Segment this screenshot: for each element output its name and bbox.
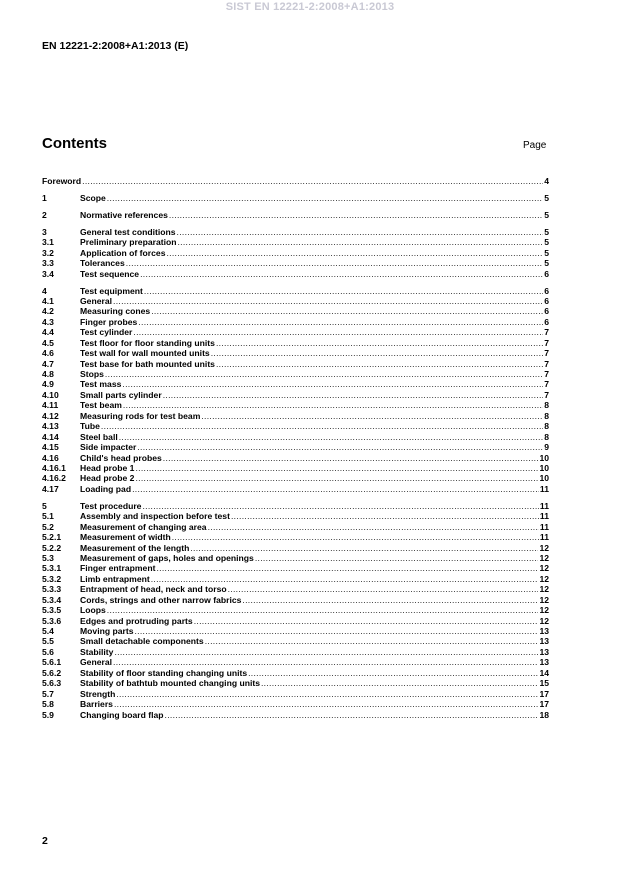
toc-entry-title: Loading pad <box>80 483 132 494</box>
toc-entry-number: 3.3 <box>42 258 54 269</box>
toc-dot-leader <box>119 432 543 442</box>
toc-dot-leader <box>142 501 538 511</box>
toc-entry-number: 4.9 <box>42 379 54 390</box>
toc-entry-number: 5.6.2 <box>42 667 62 678</box>
toc-entry-title: Stability of bathtub mounted changing units <box>80 678 260 689</box>
toc-entry-title: Test floor for floor standing units <box>80 337 215 348</box>
toc-dot-leader <box>140 269 543 279</box>
toc-entry[interactable] <box>42 710 549 720</box>
toc-dot-leader <box>205 636 539 646</box>
toc-entry-title: Test cylinder <box>80 327 133 338</box>
toc-dot-leader <box>134 626 538 636</box>
toc-entry-page: 13 <box>539 626 549 636</box>
toc-entry[interactable] <box>42 359 549 369</box>
toc-entry-number: 5.5 <box>42 636 54 647</box>
toc-entry-number: 4.17 <box>42 483 59 494</box>
toc-dot-leader <box>135 463 538 473</box>
document-id: EN 12221-2:2008+A1:2013 (E) <box>42 40 189 52</box>
toc-entry-number: 3 <box>42 226 47 237</box>
toc-entry-page: 5 <box>544 192 549 203</box>
table-of-contents <box>42 176 549 720</box>
toc-dot-leader <box>151 306 543 316</box>
toc-entry-number: 4.1 <box>42 295 54 306</box>
toc-dot-leader <box>169 210 543 220</box>
toc-entry[interactable] <box>42 286 549 296</box>
toc-entry-title: Child's head probes <box>80 452 162 463</box>
toc-entry-title: Finger probes <box>80 316 138 327</box>
toc-dot-leader <box>151 574 539 584</box>
toc-entry-page: 4 <box>544 176 549 186</box>
toc-dot-leader <box>132 484 539 494</box>
toc-entry[interactable] <box>42 210 549 220</box>
toc-entry[interactable] <box>42 400 549 410</box>
toc-dot-leader <box>242 595 538 605</box>
toc-entry-number: 5 <box>42 500 47 511</box>
toc-entry-title: Cords, strings and other narrow fabrics <box>80 594 242 605</box>
toc-entry-number: 1 <box>42 192 47 203</box>
toc-entry-number: 4.8 <box>42 369 54 379</box>
toc-entry[interactable] <box>42 306 549 316</box>
toc-entry-number: 5.4 <box>42 626 54 636</box>
toc-entry[interactable] <box>42 647 549 657</box>
toc-entry[interactable] <box>42 584 549 594</box>
toc-entry[interactable] <box>42 678 549 688</box>
toc-entry[interactable] <box>42 543 549 553</box>
toc-dot-leader <box>144 286 543 296</box>
toc-entry[interactable] <box>42 522 549 532</box>
toc-entry-title: Steel ball <box>80 431 118 442</box>
toc-dot-leader <box>107 605 539 615</box>
toc-entry-page: 8 <box>544 410 549 421</box>
toc-entry-page: 12 <box>539 615 549 626</box>
toc-entry-page: 11 <box>539 532 549 543</box>
toc-entry-title: Preliminary preparation <box>80 237 177 248</box>
toc-dot-leader <box>126 258 543 268</box>
toc-entry[interactable] <box>42 657 549 667</box>
toc-dot-leader <box>116 689 538 699</box>
toc-dot-leader <box>114 699 538 709</box>
toc-entry-number: 5.7 <box>42 688 54 699</box>
toc-entry-page: 13 <box>539 636 549 647</box>
toc-entry-page: 6 <box>544 306 549 317</box>
toc-entry-title: Test sequence <box>80 268 140 279</box>
toc-entry[interactable] <box>42 699 549 709</box>
toc-entry-page: 7 <box>544 358 549 369</box>
toc-entry-page: 7 <box>544 389 549 400</box>
toc-entry-page: 11 <box>539 483 549 494</box>
toc-entry[interactable] <box>42 379 549 389</box>
toc-entry-page: 7 <box>544 369 549 379</box>
toc-entry-number: 4.7 <box>42 358 54 369</box>
toc-entry-page: 5 <box>544 226 549 237</box>
contents-title: Contents <box>42 135 107 152</box>
toc-entry-number: 4.15 <box>42 442 59 453</box>
toc-entry-number: 4.4 <box>42 327 54 338</box>
toc-dot-leader <box>216 359 543 369</box>
toc-entry-page: 18 <box>539 709 549 720</box>
toc-entry-number: 4.16 <box>42 452 59 463</box>
toc-dot-leader <box>82 176 543 186</box>
toc-entry-page: 6 <box>544 285 549 296</box>
toc-entry-title: Scope <box>80 192 106 203</box>
toc-entry-number: 3.4 <box>42 268 54 279</box>
toc-entry[interactable] <box>42 574 549 584</box>
toc-entry[interactable] <box>42 442 549 452</box>
toc-entry[interactable] <box>42 296 549 306</box>
toc-dot-leader <box>208 522 539 532</box>
toc-entry-title: Changing board flap <box>80 709 164 720</box>
toc-entry[interactable] <box>42 532 549 542</box>
toc-dot-leader <box>113 296 543 306</box>
toc-entry[interactable] <box>42 327 549 337</box>
toc-entry[interactable] <box>42 473 549 483</box>
toc-entry-page: 14 <box>539 667 549 678</box>
toc-entry-title: Measuring rods for test beam <box>80 410 201 421</box>
toc-entry-page: 10 <box>539 473 549 484</box>
toc-dot-leader <box>216 338 543 348</box>
toc-entry-title: Measurement of gaps, holes and openings <box>80 552 254 563</box>
toc-entry[interactable] <box>42 668 549 678</box>
toc-entry-number: 5.6.1 <box>42 657 62 668</box>
toc-entry-number: 5.8 <box>42 699 54 710</box>
toc-dot-leader <box>255 553 539 563</box>
toc-entry-number: 5.3.2 <box>42 573 62 584</box>
toc-entry-page: 12 <box>539 594 549 605</box>
toc-entry-page: 8 <box>544 421 549 432</box>
toc-entry-title: Foreword <box>42 176 82 186</box>
toc-entry[interactable] <box>42 484 549 494</box>
toc-entry[interactable] <box>42 453 549 463</box>
toc-entry-page: 7 <box>544 379 549 390</box>
toc-entry-title: Test equipment <box>80 285 143 296</box>
toc-entry-number: 4.12 <box>42 410 59 421</box>
toc-entry[interactable] <box>42 605 549 615</box>
toc-entry-page: 9 <box>544 442 549 453</box>
toc-entry-page: 5 <box>544 247 549 258</box>
toc-entry-number: 5.9 <box>42 709 54 720</box>
toc-entry-number: 4.14 <box>42 431 59 442</box>
toc-entry-number: 4 <box>42 285 47 296</box>
toc-dot-leader <box>177 237 543 247</box>
toc-dot-leader <box>194 616 539 626</box>
toc-entry-page: 11 <box>539 500 549 511</box>
toc-dot-leader <box>166 248 543 258</box>
toc-entry[interactable] <box>42 369 549 379</box>
toc-dot-leader <box>190 543 538 553</box>
toc-dot-leader <box>114 647 538 657</box>
toc-entry-number: 5.3.4 <box>42 594 62 605</box>
toc-dot-leader <box>105 369 543 379</box>
toc-entry-number: 4.13 <box>42 421 59 432</box>
toc-entry-page: 5 <box>544 258 549 269</box>
toc-entry[interactable] <box>42 553 549 563</box>
toc-entry-number: 5.2 <box>42 521 54 532</box>
toc-entry-title: Entrapment of head, neck and torso <box>80 584 227 595</box>
toc-entry-title: Head probe 2 <box>80 473 135 484</box>
toc-entry-title: Assembly and inspection before test <box>80 511 230 522</box>
toc-entry-title: Side impacter <box>80 442 137 453</box>
toc-entry[interactable] <box>42 348 549 358</box>
toc-entry-page: 6 <box>544 316 549 327</box>
toc-entry-number: 4.3 <box>42 316 54 327</box>
toc-entry-number: 5.6.3 <box>42 678 62 689</box>
toc-entry-number: 2 <box>42 209 47 220</box>
toc-entry-number: 5.3.1 <box>42 563 62 574</box>
watermark: SIST EN 12221-2:2008+A1:2013 <box>225 1 395 13</box>
toc-entry[interactable] <box>42 269 549 279</box>
page-number: 2 <box>42 835 48 847</box>
toc-entry-title: Stops <box>80 369 104 379</box>
toc-entry-page: 8 <box>544 431 549 442</box>
toc-entry-title: General <box>80 657 113 668</box>
toc-entry-page: 8 <box>544 400 549 411</box>
toc-dot-leader <box>138 317 543 327</box>
toc-entry-title: Measurement of width <box>80 532 171 543</box>
toc-entry-page: 12 <box>539 563 549 574</box>
toc-entry-number: 4.10 <box>42 389 59 400</box>
toc-entry[interactable] <box>42 511 549 521</box>
page-column-label: Page <box>523 140 547 151</box>
toc-dot-leader <box>261 678 538 688</box>
toc-dot-leader <box>137 442 543 452</box>
toc-entry-page: 13 <box>539 657 549 668</box>
toc-entry[interactable] <box>42 248 549 258</box>
toc-entry-title: Normative references <box>80 209 168 220</box>
toc-entry-page: 5 <box>544 209 549 220</box>
toc-entry[interactable] <box>42 317 549 327</box>
toc-entry-number: 4.16.1 <box>42 462 66 473</box>
toc-entry-page: 12 <box>539 584 549 595</box>
toc-entry-page: 10 <box>539 452 549 463</box>
toc-entry-number: 5.3 <box>42 552 54 563</box>
toc-entry-title: Small parts cylinder <box>80 389 162 400</box>
toc-entry-number: 5.2.2 <box>42 542 62 553</box>
toc-entry[interactable] <box>42 338 549 348</box>
toc-entry-page: 6 <box>544 268 549 279</box>
toc-entry[interactable] <box>42 595 549 605</box>
toc-entry-page: 7 <box>544 337 549 348</box>
toc-entry-number: 5.3.3 <box>42 584 62 595</box>
toc-entry-title: Application of forces <box>80 247 166 258</box>
toc-entry-title: General test conditions <box>80 226 176 237</box>
toc-dot-leader <box>228 584 539 594</box>
toc-entry-number: 4.6 <box>42 348 54 359</box>
toc-entry[interactable] <box>42 176 549 186</box>
toc-dot-leader <box>172 532 539 542</box>
toc-entry-title: Test mass <box>80 379 122 390</box>
toc-entry-number: 4.16.2 <box>42 473 66 484</box>
toc-dot-leader <box>133 327 543 337</box>
toc-entry-title: Head probe 1 <box>80 462 135 473</box>
toc-entry-number: 3.1 <box>42 237 54 248</box>
toc-entry-title: Limb entrapment <box>80 573 150 584</box>
toc-dot-leader <box>231 511 539 521</box>
toc-entry[interactable] <box>42 616 549 626</box>
toc-dot-leader <box>163 390 544 400</box>
toc-entry-title: Stability of floor standing changing units <box>80 667 248 678</box>
toc-entry-title: Test base for bath mounted units <box>80 358 215 369</box>
toc-dot-leader <box>165 710 539 720</box>
toc-entry-page: 12 <box>539 552 549 563</box>
toc-entry-page: 10 <box>539 462 549 473</box>
toc-dot-leader <box>101 421 543 431</box>
toc-dot-leader <box>211 348 544 358</box>
toc-entry[interactable] <box>42 626 549 636</box>
toc-entry-title: Stability <box>80 646 114 657</box>
toc-entry-number: 3.2 <box>42 247 54 258</box>
toc-entry-number: 5.6 <box>42 646 54 657</box>
toc-entry-title: Test beam <box>80 400 122 411</box>
toc-entry[interactable] <box>42 421 549 431</box>
toc-entry[interactable] <box>42 636 549 646</box>
toc-entry[interactable] <box>42 432 549 442</box>
toc-dot-leader <box>135 473 538 483</box>
toc-entry-page: 7 <box>544 348 549 359</box>
toc-entry-page: 17 <box>539 699 549 710</box>
toc-entry[interactable] <box>42 689 549 699</box>
toc-entry-title: Tube <box>80 421 100 432</box>
toc-entry-title: Test wall for wall mounted units <box>80 348 210 359</box>
toc-entry[interactable] <box>42 237 549 247</box>
toc-dot-leader <box>163 453 539 463</box>
toc-entry-title: Tolerances <box>80 258 125 269</box>
toc-entry-title: Barriers <box>80 699 113 710</box>
toc-entry-title: Measurement of changing area <box>80 521 207 532</box>
toc-entry-number: 4.2 <box>42 306 54 317</box>
toc-entry-number: 4.5 <box>42 337 54 348</box>
toc-entry-title: Measuring cones <box>80 306 151 317</box>
toc-entry-page: 6 <box>544 295 549 306</box>
toc-entry-page: 11 <box>539 521 549 532</box>
toc-entry-title: Small detachable components <box>80 636 204 647</box>
toc-entry-title: Finger entrapment <box>80 563 156 574</box>
toc-dot-leader <box>107 193 543 203</box>
toc-dot-leader <box>113 657 538 667</box>
toc-entry-number: 5.2.1 <box>42 532 62 543</box>
toc-entry[interactable] <box>42 463 549 473</box>
toc-entry-number: 4.11 <box>42 400 59 411</box>
toc-entry[interactable] <box>42 193 549 203</box>
toc-entry-page: 12 <box>539 573 549 584</box>
toc-entry[interactable] <box>42 227 549 237</box>
toc-dot-leader <box>122 379 543 389</box>
toc-entry[interactable] <box>42 390 549 400</box>
toc-entry-page: 13 <box>539 646 549 657</box>
toc-dot-leader <box>156 563 538 573</box>
toc-entry-title: General <box>80 295 113 306</box>
toc-entry-title: Test procedure <box>80 500 142 511</box>
toc-entry-page: 5 <box>544 237 549 248</box>
toc-entry-page: 15 <box>539 678 549 689</box>
toc-entry-page: 12 <box>539 542 549 553</box>
toc-entry[interactable] <box>42 411 549 421</box>
toc-dot-leader <box>248 668 538 678</box>
toc-entry[interactable] <box>42 258 549 268</box>
toc-entry-page: 17 <box>539 688 549 699</box>
toc-entry-number: 5.1 <box>42 511 54 522</box>
toc-entry-number: 5.3.6 <box>42 615 62 626</box>
toc-dot-leader <box>177 227 544 237</box>
toc-entry-title: Moving parts <box>80 626 134 636</box>
toc-dot-leader <box>123 400 543 410</box>
toc-entry-title: Edges and protruding parts <box>80 615 193 626</box>
toc-entry-page: 12 <box>539 605 549 616</box>
toc-dot-leader <box>201 411 543 421</box>
toc-entry-page: 11 <box>539 511 549 522</box>
toc-entry-page: 7 <box>544 327 549 338</box>
toc-entry-title: Strength <box>80 688 116 699</box>
toc-entry-title: Loops <box>80 605 106 616</box>
toc-entry[interactable] <box>42 563 549 573</box>
toc-entry-title: Measurement of the length <box>80 542 190 553</box>
toc-entry[interactable] <box>42 501 549 511</box>
toc-entry-number: 5.3.5 <box>42 605 62 616</box>
